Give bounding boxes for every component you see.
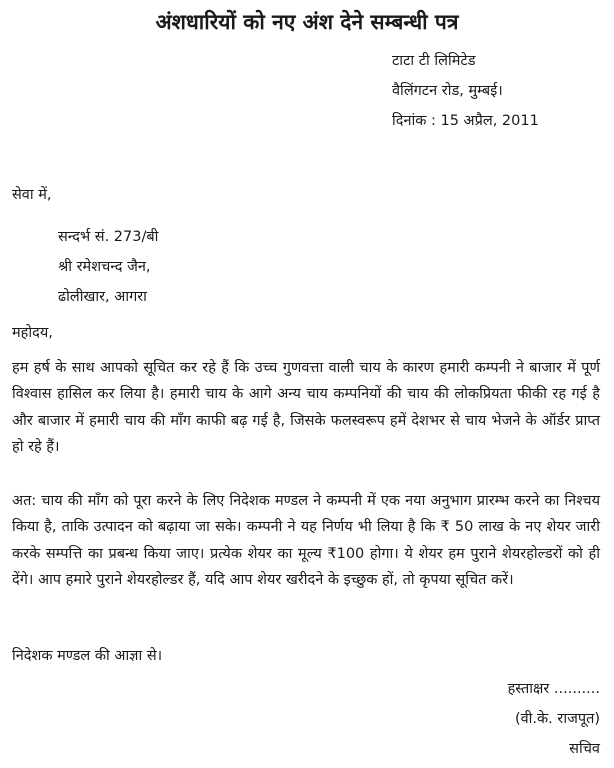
sender-company: टाटा टी लिमिटेड bbox=[392, 53, 476, 69]
body-paragraph-2: अत: चाय की माँग को पूरा करने के लिए निदेशक मण्डल ने कम्पनी में एक नया अनुभाग प्रारम्भ करने का निश्चय किया है, ताकि उत्पादन को बढ़ाया जा सके। कम्पनी ने यह निर्णय भी लिया है कि ₹ 50 लाख के नए शेयर जारी करके सम्पत्ति का प्रबन्ध किया जाए। प्रत्येक शेयर का मूल्य ₹100 होगा। ये शेयर हम पुराने शेयरहोल्डरों को ही देंगे। आप हमारे पुराने शेयरहोल्डर हैं, यदि आप शेयर खरीदने के इच्छुक हों, तो कृपया सूचित करें। bbox=[12, 493, 600, 588]
letter-title: अंशधारियों को नए अंश देने सम्बन्धी पत्र bbox=[155, 10, 459, 34]
signatory-designation: सचिव bbox=[569, 741, 600, 757]
reference-number: सन्दर्भ सं. 273/बी bbox=[58, 229, 159, 245]
recipient-name: श्री रमेशचन्द जैन, bbox=[58, 259, 151, 275]
greeting: महोदय, bbox=[12, 325, 53, 341]
body-paragraph-1: हम हर्ष के साथ आपको सूचित कर रहे हैं कि उच्च गुणवत्ता वाली चाय के कारण हमारी कम्पनी ने बाजार में पूर्ण विश्वास हासिल कर लिया है। हमारी चाय के आगे अन्य चाय कम्पनियों की चाय की लोकप्रियता फीकी रह गई है और बाजार में हमारी चाय की माँग काफी बढ़ गई है, जिसके फलस्वरूप हमें देशभर से चाय भेजने के ऑर्डर प्राप्त हो रहे हैं। bbox=[12, 360, 600, 455]
salutation-to: सेवा में, bbox=[12, 187, 52, 203]
recipient-place: ढोलीखार, आगरा bbox=[58, 289, 147, 305]
sender-address: वैलिंगटन रोड, मुम्बई। bbox=[392, 83, 503, 99]
signature-label: हस्ताक्षर .......... bbox=[507, 681, 600, 697]
closing-line: निदेशक मण्डल की आज्ञा से। bbox=[12, 648, 163, 664]
signatory-name: (वी.के. राजपूत) bbox=[514, 711, 600, 727]
letter-date: दिनांक : 15 अप्रैल, 2011 bbox=[392, 113, 539, 129]
